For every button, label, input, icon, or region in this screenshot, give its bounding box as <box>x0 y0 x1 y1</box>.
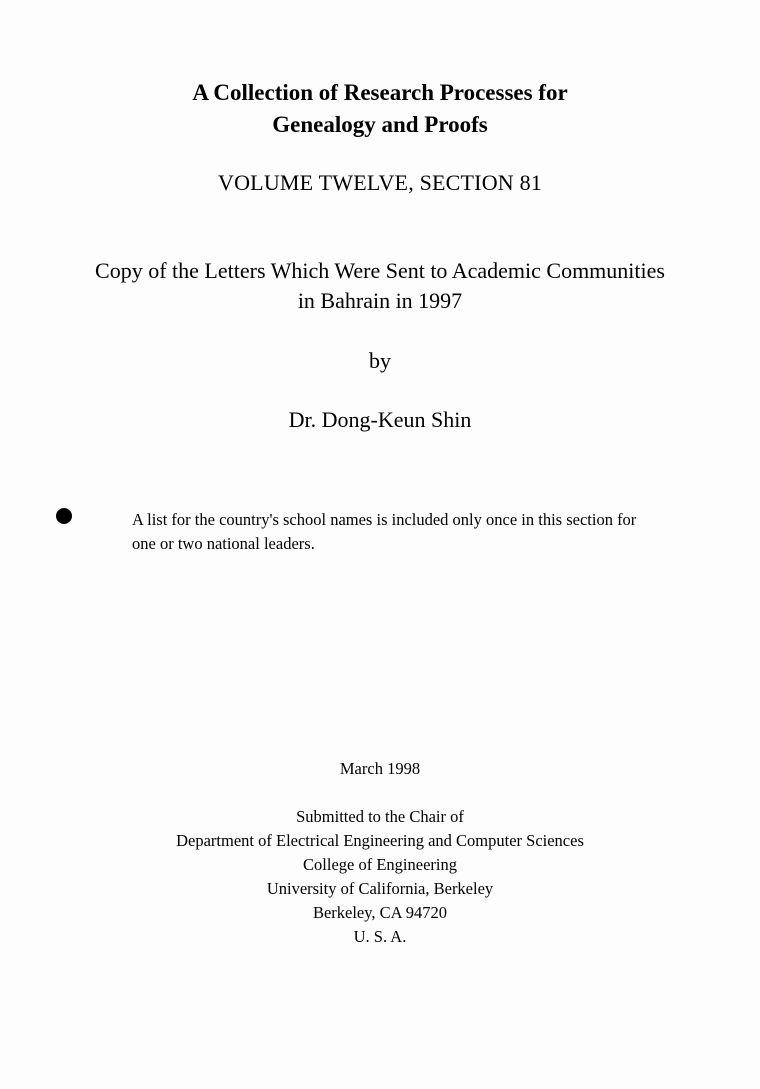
note-line-2: one or two national leaders. <box>132 534 315 553</box>
submission-line-5: Berkeley, CA 94720 <box>312 903 448 922</box>
subject-line-1: Copy of the Letters Which Were Sent to Academic Communities <box>95 258 665 283</box>
date-line: March 1998 <box>339 759 421 778</box>
submission-line-4: University of California, Berkeley <box>266 879 494 898</box>
by-label: by <box>369 348 391 373</box>
note-paragraph <box>132 508 732 556</box>
document-title-line-1: A Collection of Research Processes for <box>192 80 568 105</box>
submission-line-1: Submitted to the Chair of <box>296 807 464 826</box>
submission-line-6: U. S. A. <box>353 927 407 946</box>
author-name: Dr. Dong-Keun Shin <box>288 407 472 432</box>
document-title-line-2: Genealogy and Proofs <box>272 112 488 137</box>
submission-line-2: Department of Electrical Engineering and Computer Sciences <box>176 831 584 850</box>
bullet-icon <box>56 508 72 524</box>
volume-heading: VOLUME TWELVE, SECTION 81 <box>218 170 542 195</box>
subject-line-2: in Bahrain in 1997 <box>297 288 463 313</box>
note-line-1: A list for the country's school names is included only once in this section for <box>132 510 637 529</box>
submission-line-3: College of Engineering <box>303 855 457 874</box>
